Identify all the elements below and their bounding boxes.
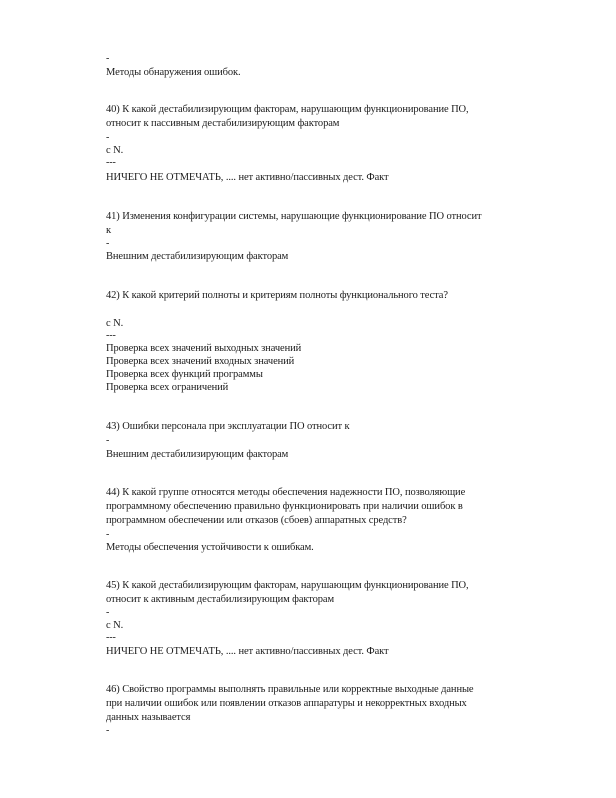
answer-separator: ---	[106, 330, 116, 341]
question-46-line: данных называется	[106, 712, 191, 723]
question-42-line: 42) К какой критерий полноты и критериям полноты функционального теста?	[106, 290, 448, 301]
answer-text: Методы обнаружения ошибок.	[106, 67, 241, 78]
answer-text: Методы обеспечения устойчивости к ошибкам.	[106, 542, 314, 553]
answer-marker: -	[106, 435, 110, 446]
question-44-line: программном обеспечении или отказов (сбоев) аппаратных средств?	[106, 515, 407, 526]
question-40-line: 40) К какой дестабилизирующим факторам, нарушающим функционирование ПО,	[106, 104, 469, 115]
answer-label: c N.	[106, 620, 124, 631]
question-43-line: 43) Ошибки персонала при эксплуатации ПО относит к	[106, 421, 350, 432]
answer-text: Проверка всех ограничений	[106, 382, 229, 393]
answer-text: НИЧЕГО НЕ ОТМЕЧАТЬ, .... нет активно/пассивных дест. Факт	[106, 172, 389, 183]
answer-text: Проверка всех значений входных значений	[106, 356, 295, 367]
question-41-line: 41) Изменения конфигурации системы, нарушающие функционирование ПО относит	[106, 211, 482, 222]
answer-label: c N.	[106, 145, 124, 156]
answer-marker: -	[106, 607, 110, 618]
question-45-line: относит к активным дестабилизирующим факторам	[106, 594, 335, 605]
answer-marker: -	[106, 132, 110, 143]
question-45-line: 45) К какой дестабилизирующим факторам, нарушающим функционирование ПО,	[106, 580, 469, 591]
answer-text: Проверка всех функций программы	[106, 369, 263, 380]
answer-label: c N.	[106, 318, 124, 329]
answer-text: Проверка всех значений выходных значений	[106, 343, 302, 354]
question-46-line: при наличии ошибок или появлении отказов аппаратуры и некорректных входных	[106, 698, 467, 709]
question-44-line: программному обеспечению правильно функционировать при наличии ошибок в	[106, 501, 463, 512]
question-41-line: к	[106, 225, 112, 236]
answer-text: Внешним дестабилизирующим факторам	[106, 449, 289, 460]
question-44-line: 44) К какой группе относятся методы обеспечения надежности ПО, позволяющие	[106, 487, 466, 498]
answer-marker: -	[106, 529, 110, 540]
answer-text: НИЧЕГО НЕ ОТМЕЧАТЬ, .... нет активно/пассивных дест. Факт	[106, 646, 389, 657]
answer-separator: ---	[106, 157, 116, 168]
answer-text: Внешним дестабилизирующим факторам	[106, 251, 289, 262]
answer-marker: -	[106, 53, 110, 64]
answer-marker: -	[106, 725, 110, 736]
answer-separator: ---	[106, 632, 116, 643]
question-40-line: относит к пассивным дестабилизирующим факторам	[106, 118, 340, 129]
question-46-line: 46) Свойство программы выполнять правильные или корректные выходные данные	[106, 684, 474, 695]
answer-marker: -	[106, 238, 110, 249]
